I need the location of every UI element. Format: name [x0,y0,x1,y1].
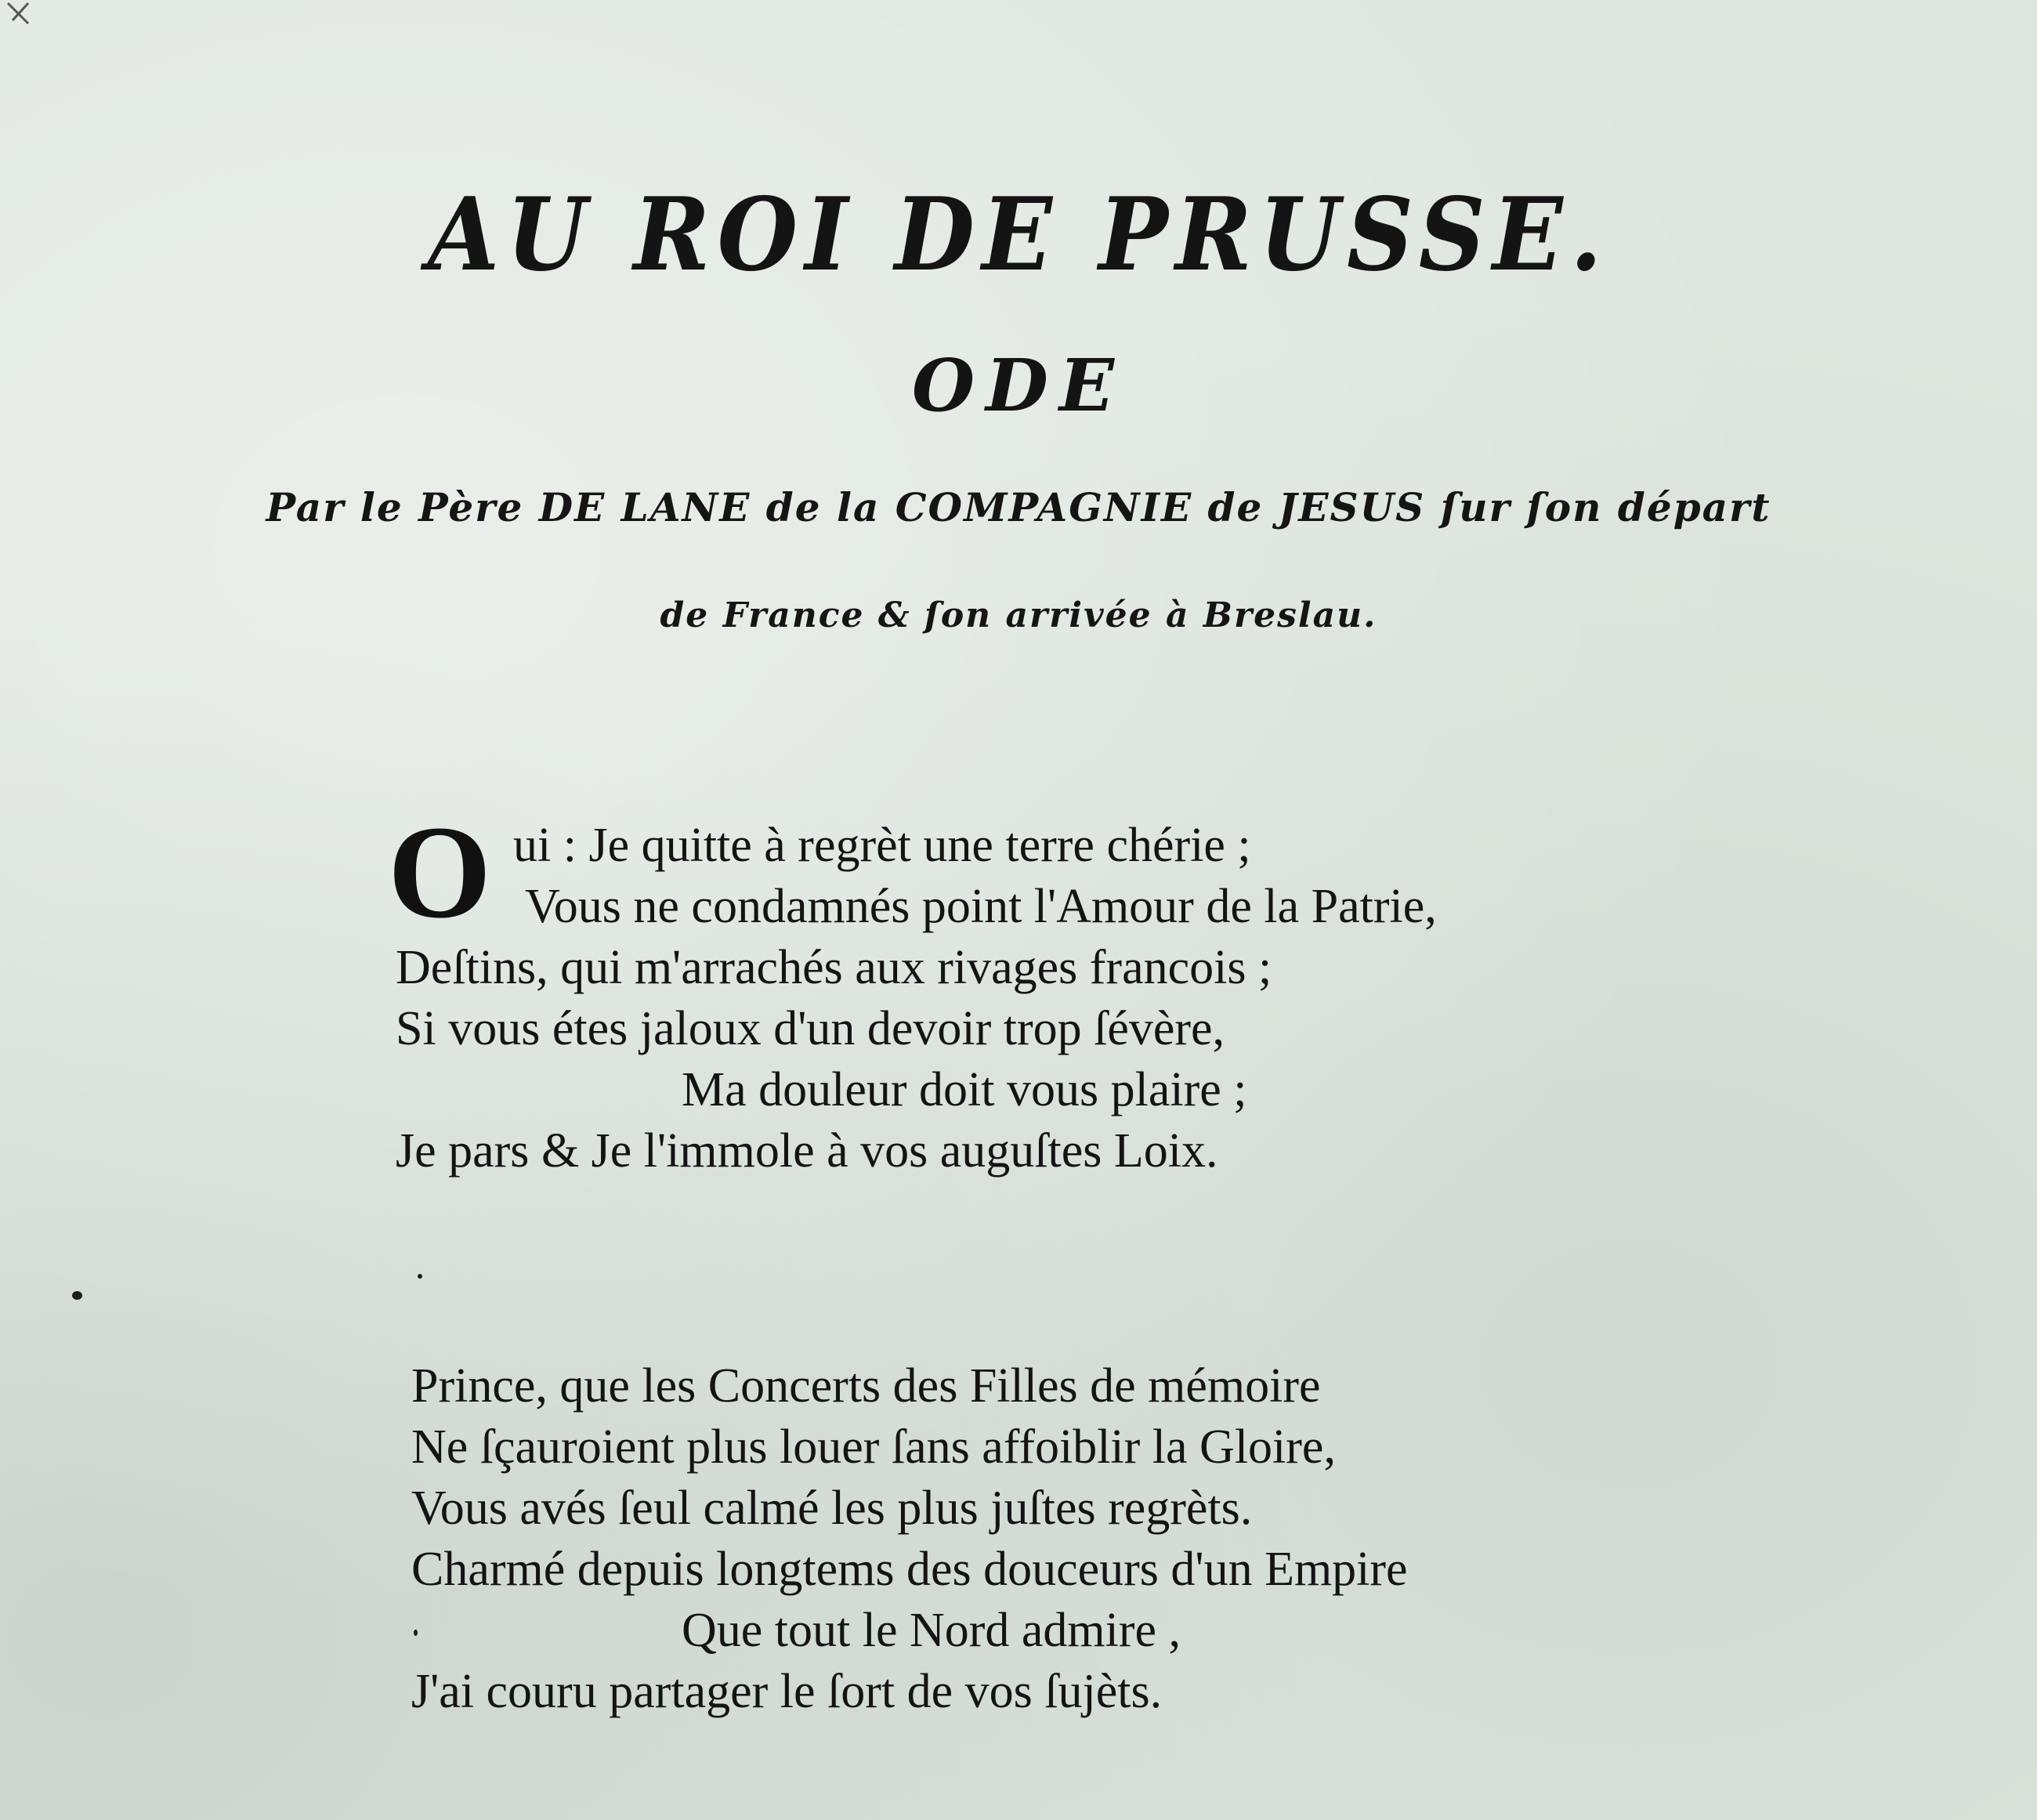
byline-continued: de France & ſon arrivée à Breslau. [660,595,1377,635]
verse-line: Charmé depuis longtems des douceurs d'un Empire [411,1543,1408,1596]
ink-speck [72,1291,82,1300]
corner-pencil-mark [5,0,38,31]
verse-line: Prince, que les Concerts des Filles de mémoire [411,1359,1321,1413]
verse-line: J'ai couru partager le ſort de vos ſujèts. [411,1665,1163,1718]
stanza-2 [411,1355,1408,1722]
verse-line: Deſtins, qui m'arrachés aux rivages francois ; [396,941,1272,994]
verse-line: ui : Je quitte à regrèt une terre chérie ; [513,819,1251,872]
stanza-1 [388,798,1437,1181]
verse-line: Si vous étes jaloux d'un devoir trop ſévère, [396,1002,1225,1055]
verse-line: Ma douleur doit vous plaire ; [682,1063,1247,1116]
verse-line: Je pars & Je l'immole à vos auguſtes Loix. [396,1124,1218,1178]
drop-cap: O [388,798,492,946]
verse-line: Vous avés ſeul calmé les plus juſtes regrèts. [411,1482,1253,1535]
ink-speck [418,1274,422,1279]
verse-line: Vous ne condamnés point l'Amour de la Patrie, [525,880,1437,933]
verse-line: Que tout le Nord admire , [682,1604,1181,1657]
verse-line: Ne ſçauroient plus louer ſans affoiblir la Gloire, [411,1420,1336,1474]
byline: Par le Père DE LANE de la COMPAGNIE de JESUS ſur ſon départ [266,484,1771,530]
page-subtitle: ODE [911,343,1126,428]
page-title: AU ROI DE PRUSSE. [427,176,1610,294]
